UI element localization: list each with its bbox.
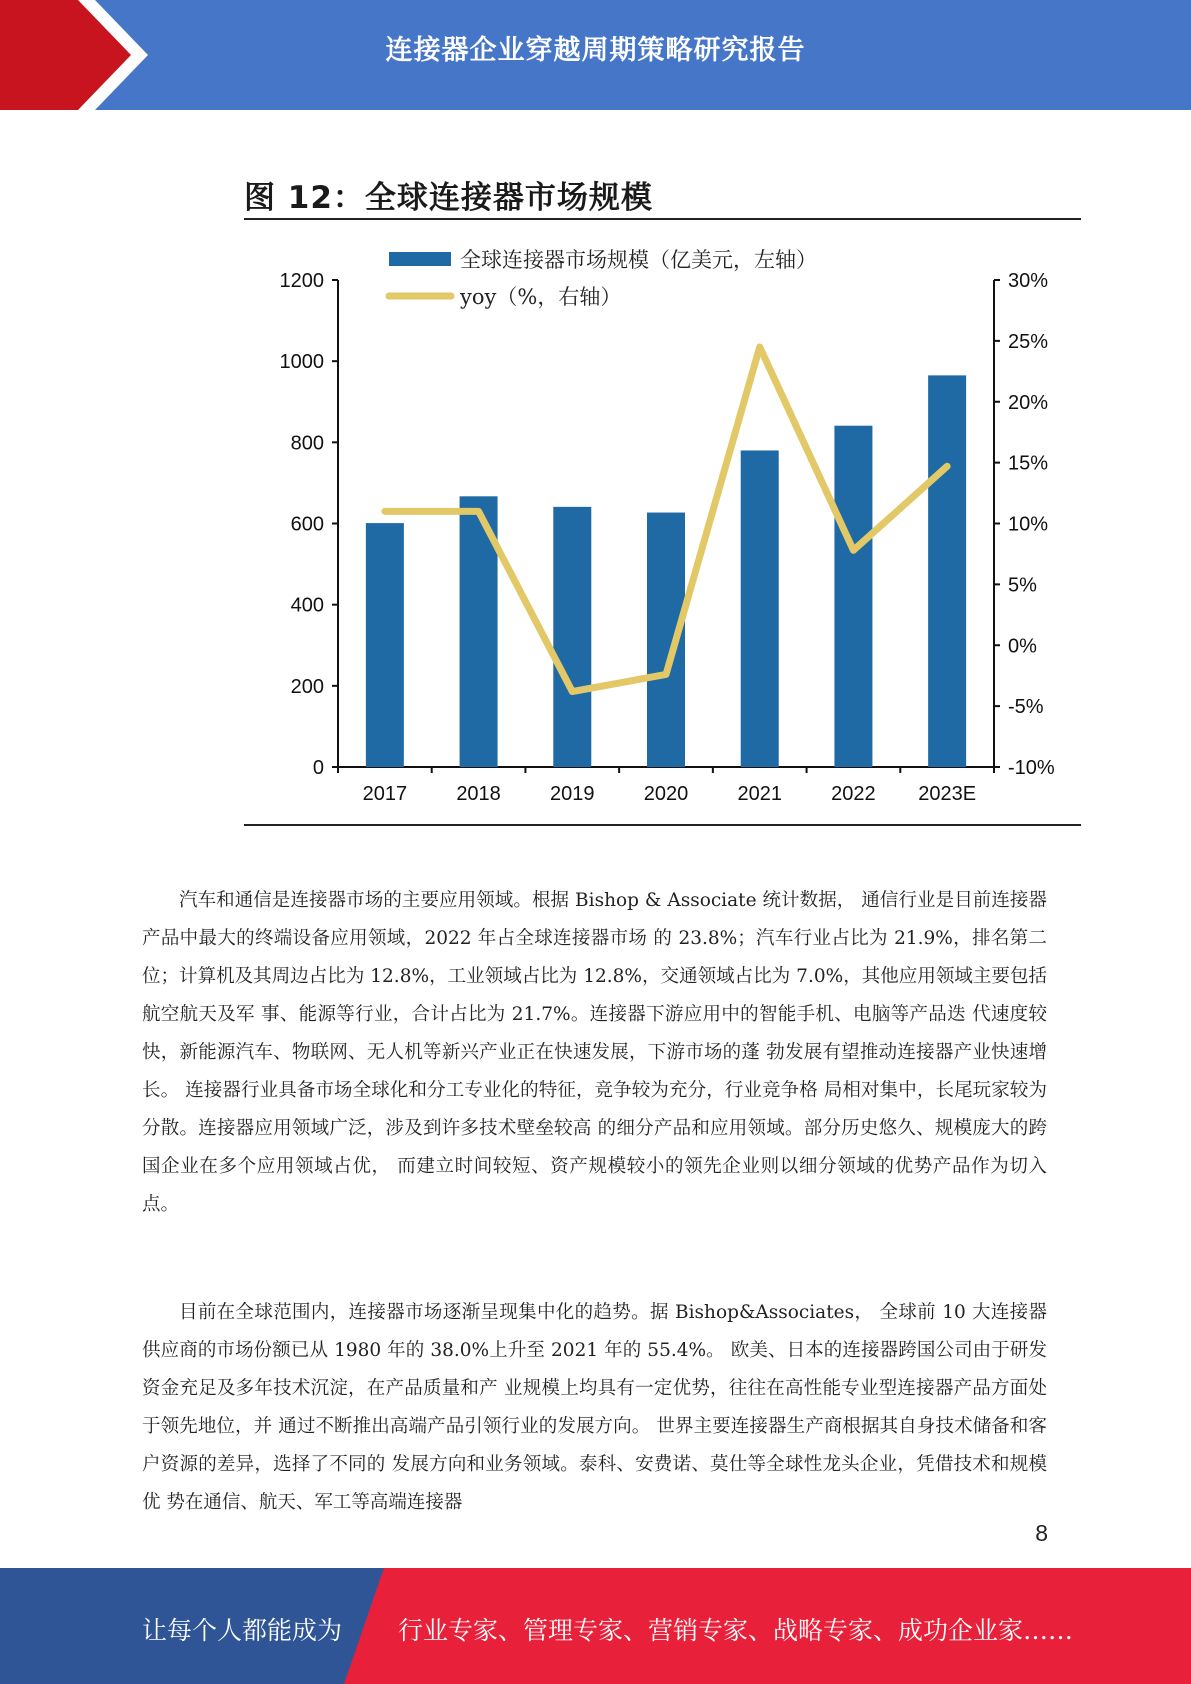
right-tick-label: 15%: [1008, 452, 1049, 475]
left-tick-label: 800: [290, 432, 324, 455]
right-tick-label: 10%: [1008, 513, 1049, 536]
legend-line-label: yoy（%，右轴）: [460, 285, 622, 309]
footer-slogan-left: 让每个人都能成为: [142, 1616, 343, 1645]
x-label-2018: 2018: [456, 783, 501, 805]
bar-2023E: [928, 375, 966, 767]
bar-2021: [741, 450, 779, 767]
left-tick-label: 1000: [279, 351, 324, 374]
left-tick-label: 200: [290, 675, 324, 698]
chart-legend: [389, 248, 817, 310]
bar-series: [366, 375, 966, 767]
page-header: [0, 0, 1191, 110]
x-axis-labels: [363, 783, 976, 805]
left-tick-label: 400: [290, 594, 324, 617]
left-tick-label: 0: [312, 757, 324, 779]
x-label-2017: 2017: [362, 783, 408, 805]
x-label-2021: 2021: [737, 783, 782, 805]
header-title: 连接器企业穿越周期策略研究报告: [385, 35, 806, 66]
right-tick-label: 5%: [1008, 574, 1037, 597]
market-size-chart: [244, 222, 1081, 822]
figure-top-rule: [244, 218, 1081, 220]
bar-2017: [366, 523, 404, 767]
right-tick-label: 20%: [1008, 391, 1049, 414]
body-paragraph-1: 汽车和通信是连接器市场的主要应用领域。根据 Bishop & Associate 统计数据， 通信行业是目前连接器产品中最大的终端设备应用领域，2022 年占全球连接器市场 的 23.8%；汽车行业占比为 21.9%，排名第二位；计算机及其周边占比为 12.8%，工业领域占比为 12.8%，交通领域占比为 7.0%，其他应用领域主要包括航空航天及军 事、能源等行业，合计占比为 21.7%。连接器下游应用中的智能手机、电脑等产品迭 代速度较快，新能源汽车、物联网、无人机等新兴产业正在快速发展，下游市场的蓬 勃发展有望推动连接器产业快速增长。 连接器行业具备市场全球化和分工专业化的特征，竞争较为充分，行业竞争格 局相对集中，长尾玩家较为分散。连接器应用领域广泛，涉及到许多技术壁垒较高 的细分产品和应用领域。部分历史悠久、规模庞大的跨国企业在多个应用领域占优， 而建立时间较短、资产规模较小的领先企业则以细分领域的优势产品作为切入点。: [142, 890, 1047, 1215]
right-tick-label: -10%: [1008, 757, 1055, 779]
x-label-2022: 2022: [831, 783, 876, 805]
right-tick-label: 0%: [1008, 635, 1037, 658]
page-footer: [0, 1568, 1191, 1684]
footer-slogan-right: 行业专家、管理专家、营销专家、战略专家、成功企业家……: [398, 1616, 1074, 1645]
figure-title: 图 12：全球连接器市场规模: [244, 180, 653, 216]
bar-2022: [834, 426, 872, 767]
legend-bar-swatch: [389, 252, 451, 266]
right-tick-label: 25%: [1008, 330, 1049, 353]
body-paragraph-2: 目前在全球范围内，连接器市场逐渐呈现集中化的趋势。据 Bishop&Associates， 全球前 10 大连接器供应商的市场份额已从 1980 年的 38.0%上升至 2021 年的 55.4%。 欧美、日本的连接器跨国公司由于研发资金充足及多年技术沉淀，在产品质量和产 业规模上均具有一定优势，往往在高性能专业型连接器产品方面处于领先地位，并 通过不断推出高端产品引领行业的发展方向。 世界主要连接器生产商根据其自身技术储备和客户资源的差异，选择了不同的 发展方向和业务领域。泰科、安费诺、莫仕等全球性龙头企业，凭借技术和规模优 势在通信、航天、军工等高端连接器: [142, 1302, 1047, 1513]
bar-2019: [553, 507, 591, 767]
right-tick-label: -5%: [1008, 696, 1044, 719]
figure-bottom-rule: [244, 824, 1081, 826]
left-tick-label: 1200: [279, 270, 324, 292]
legend-bar-label: 全球连接器市场规模（亿美元，左轴）: [460, 248, 817, 272]
page-number: 8: [1035, 1520, 1048, 1546]
x-label-2020: 2020: [643, 783, 689, 805]
x-label-2019: 2019: [550, 783, 595, 805]
x-label-2023E: 2023E: [918, 783, 977, 805]
right-tick-label: 30%: [1008, 270, 1049, 292]
left-tick-label: 600: [290, 513, 324, 536]
